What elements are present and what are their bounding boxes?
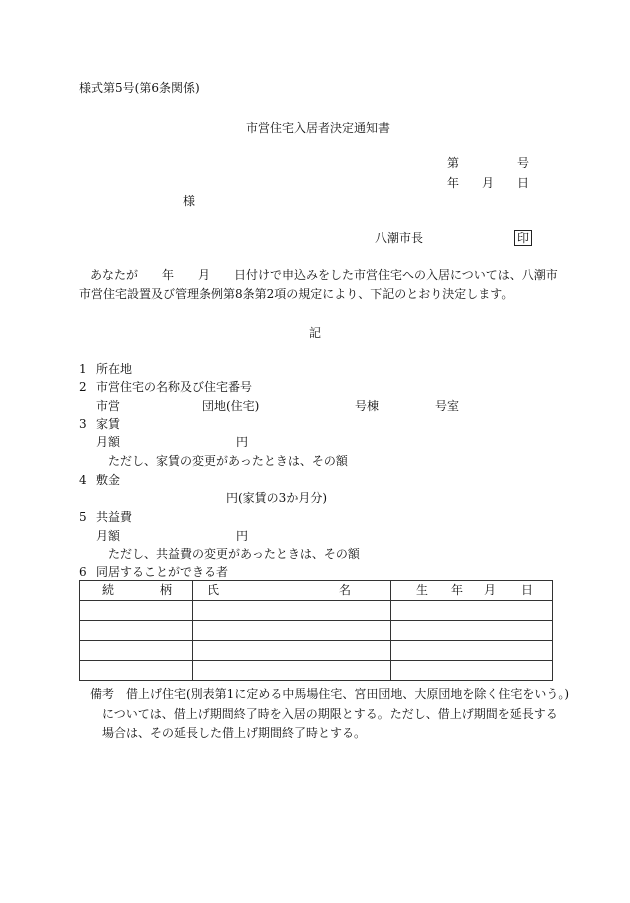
item1-label: 所在地 (96, 362, 133, 376)
number-dai: 第 (447, 156, 460, 170)
name-cell[interactable] (193, 621, 391, 641)
item5-number: 5 (79, 510, 87, 524)
item5-label: 共益費 (96, 510, 133, 524)
remarks-label: 備考 (90, 687, 115, 701)
header-zoku: 続 (102, 583, 115, 597)
item5-note: ただし、共益費の変更があったときは、その額 (108, 547, 360, 561)
intro-part1: あなたが (90, 268, 139, 282)
item2-danchi: 団地(住宅) (202, 399, 260, 413)
cohabitant-table (79, 580, 553, 681)
item3-number: 3 (79, 417, 87, 431)
addressee-sama: 様 (183, 194, 196, 208)
item3-note: ただし、家賃の変更があったときは、その額 (108, 454, 348, 468)
birthdate-cell[interactable] (391, 601, 553, 621)
item4-amount: 円(家賃の3か月分) (226, 491, 327, 505)
issuer-name: 八潮市長 (375, 231, 424, 245)
header-gara: 柄 (160, 583, 173, 597)
ki-heading: 記 (309, 326, 322, 340)
header-relationship (80, 581, 193, 601)
name-cell[interactable] (193, 601, 391, 621)
intro-month: 月 (198, 268, 211, 282)
item1-number: 1 (79, 362, 87, 376)
relationship-cell[interactable] (80, 661, 193, 681)
item3-yen: 円 (236, 435, 249, 449)
remarks-line1: 借上げ住宅(別表第1に定める中馬場住宅、宮田団地、大原団地を除く住宅をいう。) (126, 687, 570, 701)
date-day: 日 (517, 176, 530, 190)
item4-label: 敷金 (96, 473, 121, 487)
seal-label: 印 (514, 230, 532, 246)
relationship-cell[interactable] (80, 621, 193, 641)
item6-label: 同居することができる者 (96, 565, 229, 579)
header-nen: 年 (451, 583, 464, 597)
relationship-cell[interactable] (80, 641, 193, 661)
header-birthdate (391, 581, 553, 601)
intro-line2: 市営住宅設置及び管理条例第8条第2項の規定により、下記のとおり決定します。 (79, 287, 514, 301)
date-year: 年 (447, 176, 460, 190)
document-title: 市営住宅入居者決定通知書 (246, 121, 391, 135)
item3-monthly: 月額 (96, 435, 121, 449)
number-go: 号 (517, 156, 530, 170)
table-row (80, 641, 553, 661)
header-mei: 名 (339, 583, 352, 597)
table-row (80, 601, 553, 621)
birthdate-cell[interactable] (391, 641, 553, 661)
remarks-line3: 場合は、その延長した借上げ期間終了時とする。 (102, 726, 367, 740)
table-row (80, 661, 553, 681)
item5-monthly: 月額 (96, 529, 121, 543)
header-hi: 日 (521, 583, 534, 597)
item2-city: 市営 (96, 399, 121, 413)
table-header-row (80, 581, 553, 601)
birthdate-cell[interactable] (391, 621, 553, 641)
item2-number: 2 (79, 380, 87, 394)
relationship-cell[interactable] (80, 601, 193, 621)
header-tsuki: 月 (484, 583, 497, 597)
intro-rest: 日付けで申込みをした市営住宅への入居については、八潮市 (234, 268, 558, 282)
item4-number: 4 (79, 473, 87, 487)
name-cell[interactable] (193, 641, 391, 661)
birthdate-cell[interactable] (391, 661, 553, 681)
form-label: 様式第5号(第6条関係) (79, 81, 200, 95)
name-cell[interactable] (193, 661, 391, 681)
date-month: 月 (482, 176, 495, 190)
item5-yen: 円 (236, 529, 249, 543)
item6-number: 6 (79, 565, 87, 579)
item2-gotou: 号棟 (355, 399, 380, 413)
official-seal (514, 230, 532, 246)
header-shi: 氏 (207, 583, 220, 597)
item2-goushitsu: 号室 (435, 399, 460, 413)
item3-label: 家賃 (96, 417, 121, 431)
item2-label: 市営住宅の名称及び住宅番号 (96, 380, 253, 394)
header-name (193, 581, 391, 601)
table-row (80, 621, 553, 641)
header-sei: 生 (416, 583, 429, 597)
remarks-line2: については、借上げ期間終了時を入居の期限とする。ただし、借上げ期間を延長する (102, 707, 558, 721)
intro-year: 年 (162, 268, 175, 282)
